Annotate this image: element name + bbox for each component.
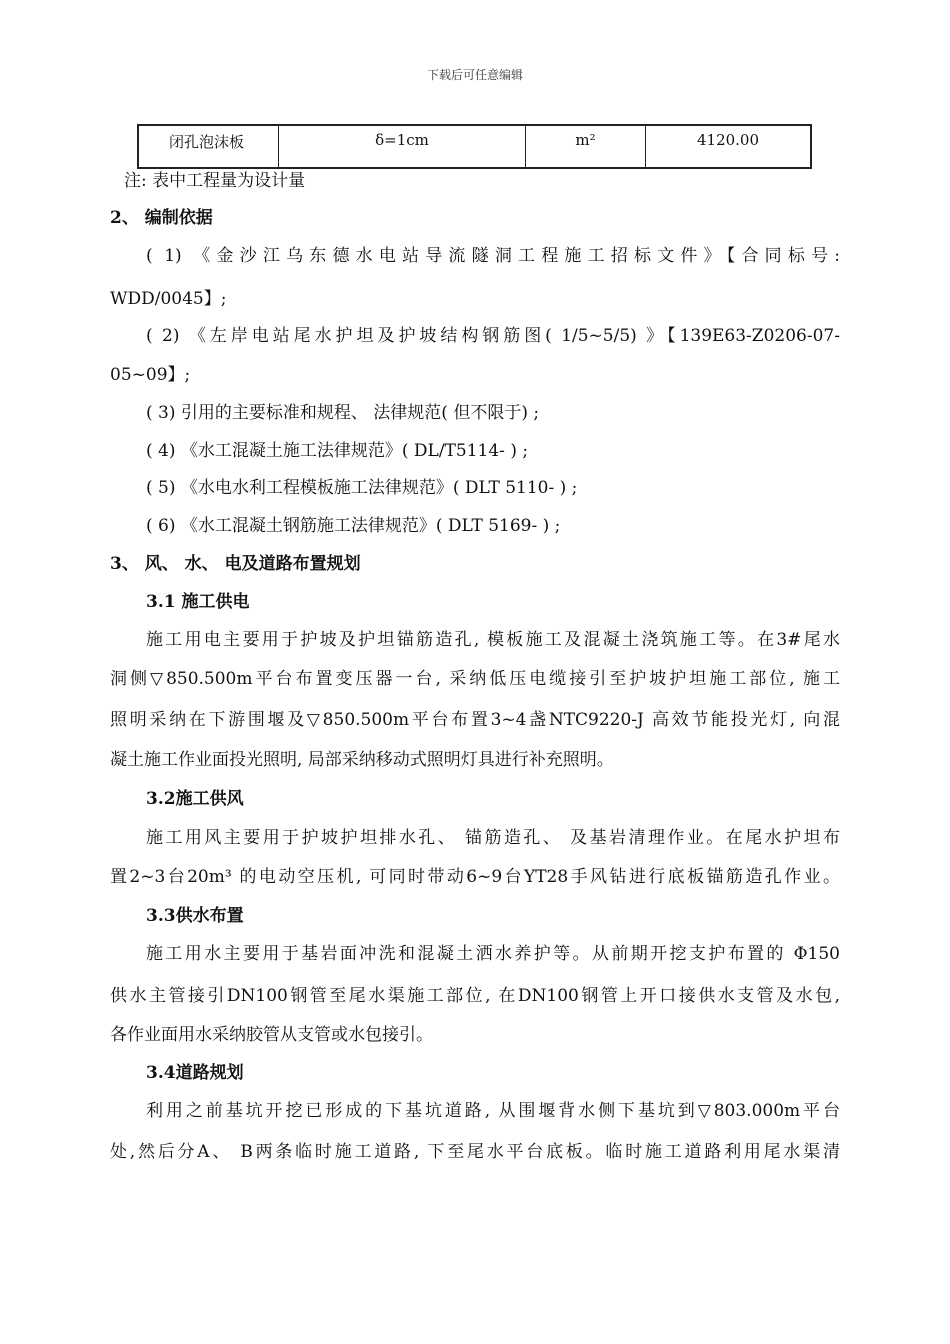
ref-1-line-2: WDD/0045】; (110, 289, 227, 309)
section-3-4-title: 3.4道路规划 (146, 1063, 244, 1083)
s32-line-1: 施工用风主要用于护坡护坦排水孔、 锚筋造孔、 及基岩清理作业。在尾水护坦布 (146, 828, 840, 848)
s33-line-3: 各作业面用水采纳胶管从支管或水包接引。 (110, 1025, 433, 1045)
s34-line-1: 利用之前基坑开挖已形成的下基坑道路, 从围堰背水侧下基坑到▽803.000m平台 (146, 1101, 840, 1121)
ref-3: ( 3) 引用的主要标准和规程、 法律规范( 但不限于) ; (146, 403, 540, 423)
s31-line-3: 照明采纳在下游围堰及▽850.500m平台布置3~4盏NTC9220-J 高效节能投光灯, 向混 (110, 710, 840, 730)
s31-line-1: 施工用电主要用于护坡及护坦锚筋造孔, 模板施工及混凝土浇筑施工等。在3#尾水 (146, 630, 840, 650)
ref-4: ( 4) 《水工混凝土施工法律规范》( DL/T5114- ) ; (146, 441, 529, 461)
ref-6: ( 6) 《水工混凝土钢筋施工法律规范》( DLT 5169- ) ; (146, 516, 561, 536)
table-cell-quantity: 4120.00 (646, 125, 812, 168)
ref-2-line-1: ( 2) 《左岸电站尾水护坦及护坡结构钢筋图( 1/5~5/5) 》【139E63-Z0206-07- (146, 326, 840, 346)
s33-line-1: 施工用水主要用于基岩面冲洗和混凝土洒水养护等。从前期开挖支护布置的 Φ150 (146, 944, 840, 964)
table-cell-spec: δ=1cm (279, 125, 526, 168)
s33-line-2: 供水主管接引DN100钢管至尾水渠施工部位, 在DN100钢管上开口接供水支管及水包, (110, 986, 840, 1006)
section-2-title: 2、 编制依据 (110, 208, 213, 228)
table-row (138, 125, 811, 168)
quantity-table (137, 124, 812, 169)
s32-line-2: 置2~3台20m³ 的电动空压机, 可同时带动6~9台YT28手风钻进行底板锚筋造孔作业。 (110, 867, 840, 887)
table-note: 注: 表中工程量为设计量 (124, 171, 306, 191)
table-cell-unit: m² (526, 125, 646, 168)
section-3-title: 3、 风、 水、 电及道路布置规划 (110, 554, 361, 574)
section-3-3-title: 3.3供水布置 (146, 906, 244, 926)
ref-2-line-2: 05~09】; (110, 365, 191, 385)
ref-1-line-1: ( 1) 《金沙江乌东德水电站导流隧洞工程施工招标文件》【合同标号: (146, 246, 840, 266)
s31-line-2: 洞侧▽850.500m平台布置变压器一台, 采纳低压电缆接引至护坡护坦施工部位, 施工 (110, 669, 840, 689)
section-3-2-title: 3.2施工供风 (146, 789, 244, 809)
s34-line-2: 处,然后分A、 B两条临时施工道路, 下至尾水平台底板。临时施工道路利用尾水渠清 (110, 1142, 840, 1162)
ref-5: ( 5) 《水电水利工程模板施工法律规范》( DLT 5110- ) ; (146, 478, 578, 498)
section-3-1-title: 3.1 施工供电 (146, 592, 250, 612)
table-cell-material: 闭孔泡沫板 (138, 125, 279, 168)
page-header: 下载后可任意编辑 (426, 68, 523, 82)
s31-line-4: 凝土施工作业面投光照明, 局部采纳移动式照明灯具进行补充照明。 (110, 750, 614, 770)
